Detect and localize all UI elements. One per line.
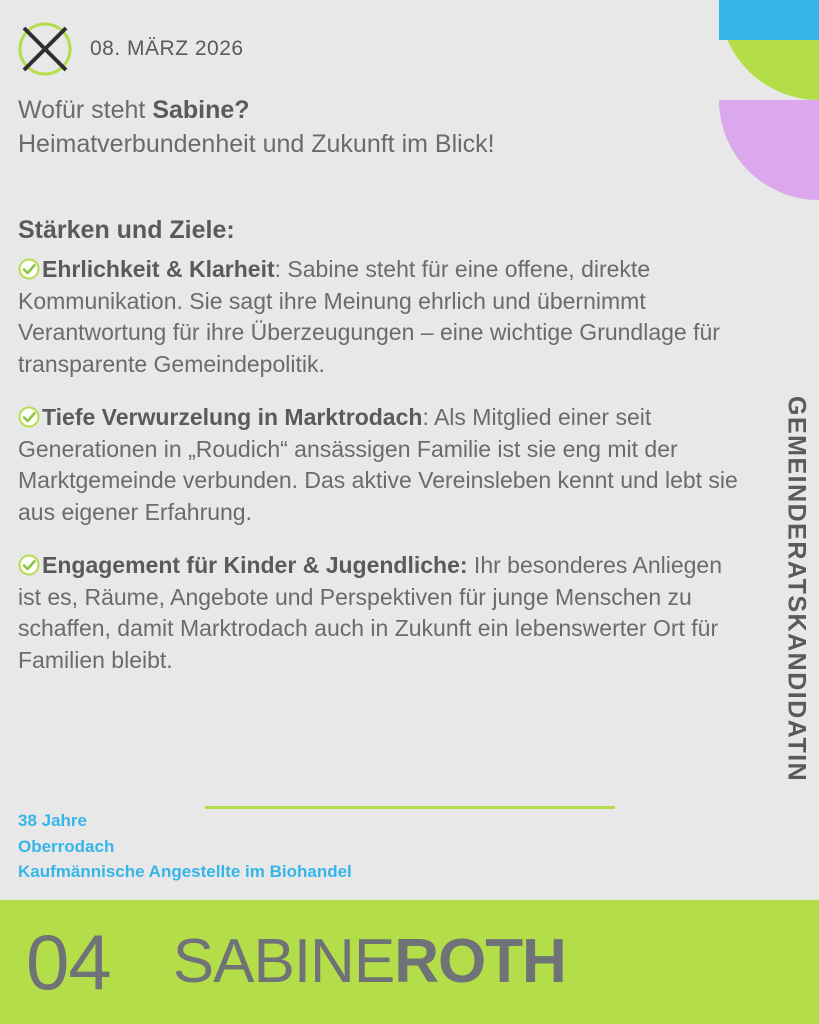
fact-age: 38 Jahre (18, 811, 87, 830)
list-item (18, 254, 750, 380)
list-item-text: : Als Mitglied einer seit Generationen in „Roudich“ ansässigen Familie ist sie eng mit der Marktgemeinde verbunden. Das aktive Vereinsleben kennt und lebt sie aus eigener Erfahrung. (18, 404, 738, 525)
footer-bar (0, 900, 819, 1024)
x-cross-icon (18, 22, 72, 76)
bullet-list (18, 254, 750, 698)
fact-job: Kaufmännische Angestellte im Biohandel (18, 862, 352, 881)
list-item-lead: Tiefe Verwurzelung in Marktrodach (42, 404, 423, 430)
decoration-blue-band (719, 0, 819, 40)
intro-line-1 (18, 94, 699, 128)
check-circle-icon (18, 405, 40, 427)
intro-line-2: Heimatverbundenheit und Zukunft im Blick! (18, 129, 495, 158)
date-label: 08. MÄRZ 2026 (90, 37, 244, 60)
header (18, 22, 244, 76)
candidate-number: 04 (26, 918, 111, 1006)
check-circle-icon (18, 553, 40, 575)
candidate-first-name: SABINE (172, 927, 395, 996)
candidate-facts (18, 808, 352, 885)
list-item-lead: Ehrlichkeit & Klarheit (42, 256, 275, 282)
candidate-name (172, 927, 566, 996)
vertical-role-label (777, 396, 815, 836)
vertical-role-text: GEMEINDERATSKANDIDATIN (782, 396, 811, 783)
intro-prefix: Wofür steht (18, 96, 153, 124)
list-item (18, 550, 750, 676)
corner-decoration (719, 0, 819, 200)
decoration-purple-quadrant (719, 100, 819, 200)
list-item-text: Ihr besonderes Anliegen ist es, Räume, Angebote und Perspektiven für junge Menschen zu schaffen, damit Marktrodach auch in Zukunft ein lebenswerter Ort für Familien bleibt. (18, 552, 723, 673)
fact-place: Oberrodach (18, 836, 115, 856)
intro-bold: Sabine? (152, 96, 250, 124)
list-item (18, 402, 750, 528)
section-title: Stärken und Ziele: (18, 216, 235, 244)
check-circle-icon (18, 257, 40, 279)
list-item-text: : Sabine steht für eine offene, direkte Kommunikation. Sie sagt ihre Meinung ehrlich und übernimmt Verantwortung für ihre Überzeugungen – eine wichtige Grundlage für transparente Gemeindepolitik. (18, 256, 720, 377)
intro-block (18, 94, 699, 161)
candidate-last-name: ROTH (394, 927, 566, 996)
list-item-lead: Engagement für Kinder & Jugendliche: (42, 552, 468, 578)
